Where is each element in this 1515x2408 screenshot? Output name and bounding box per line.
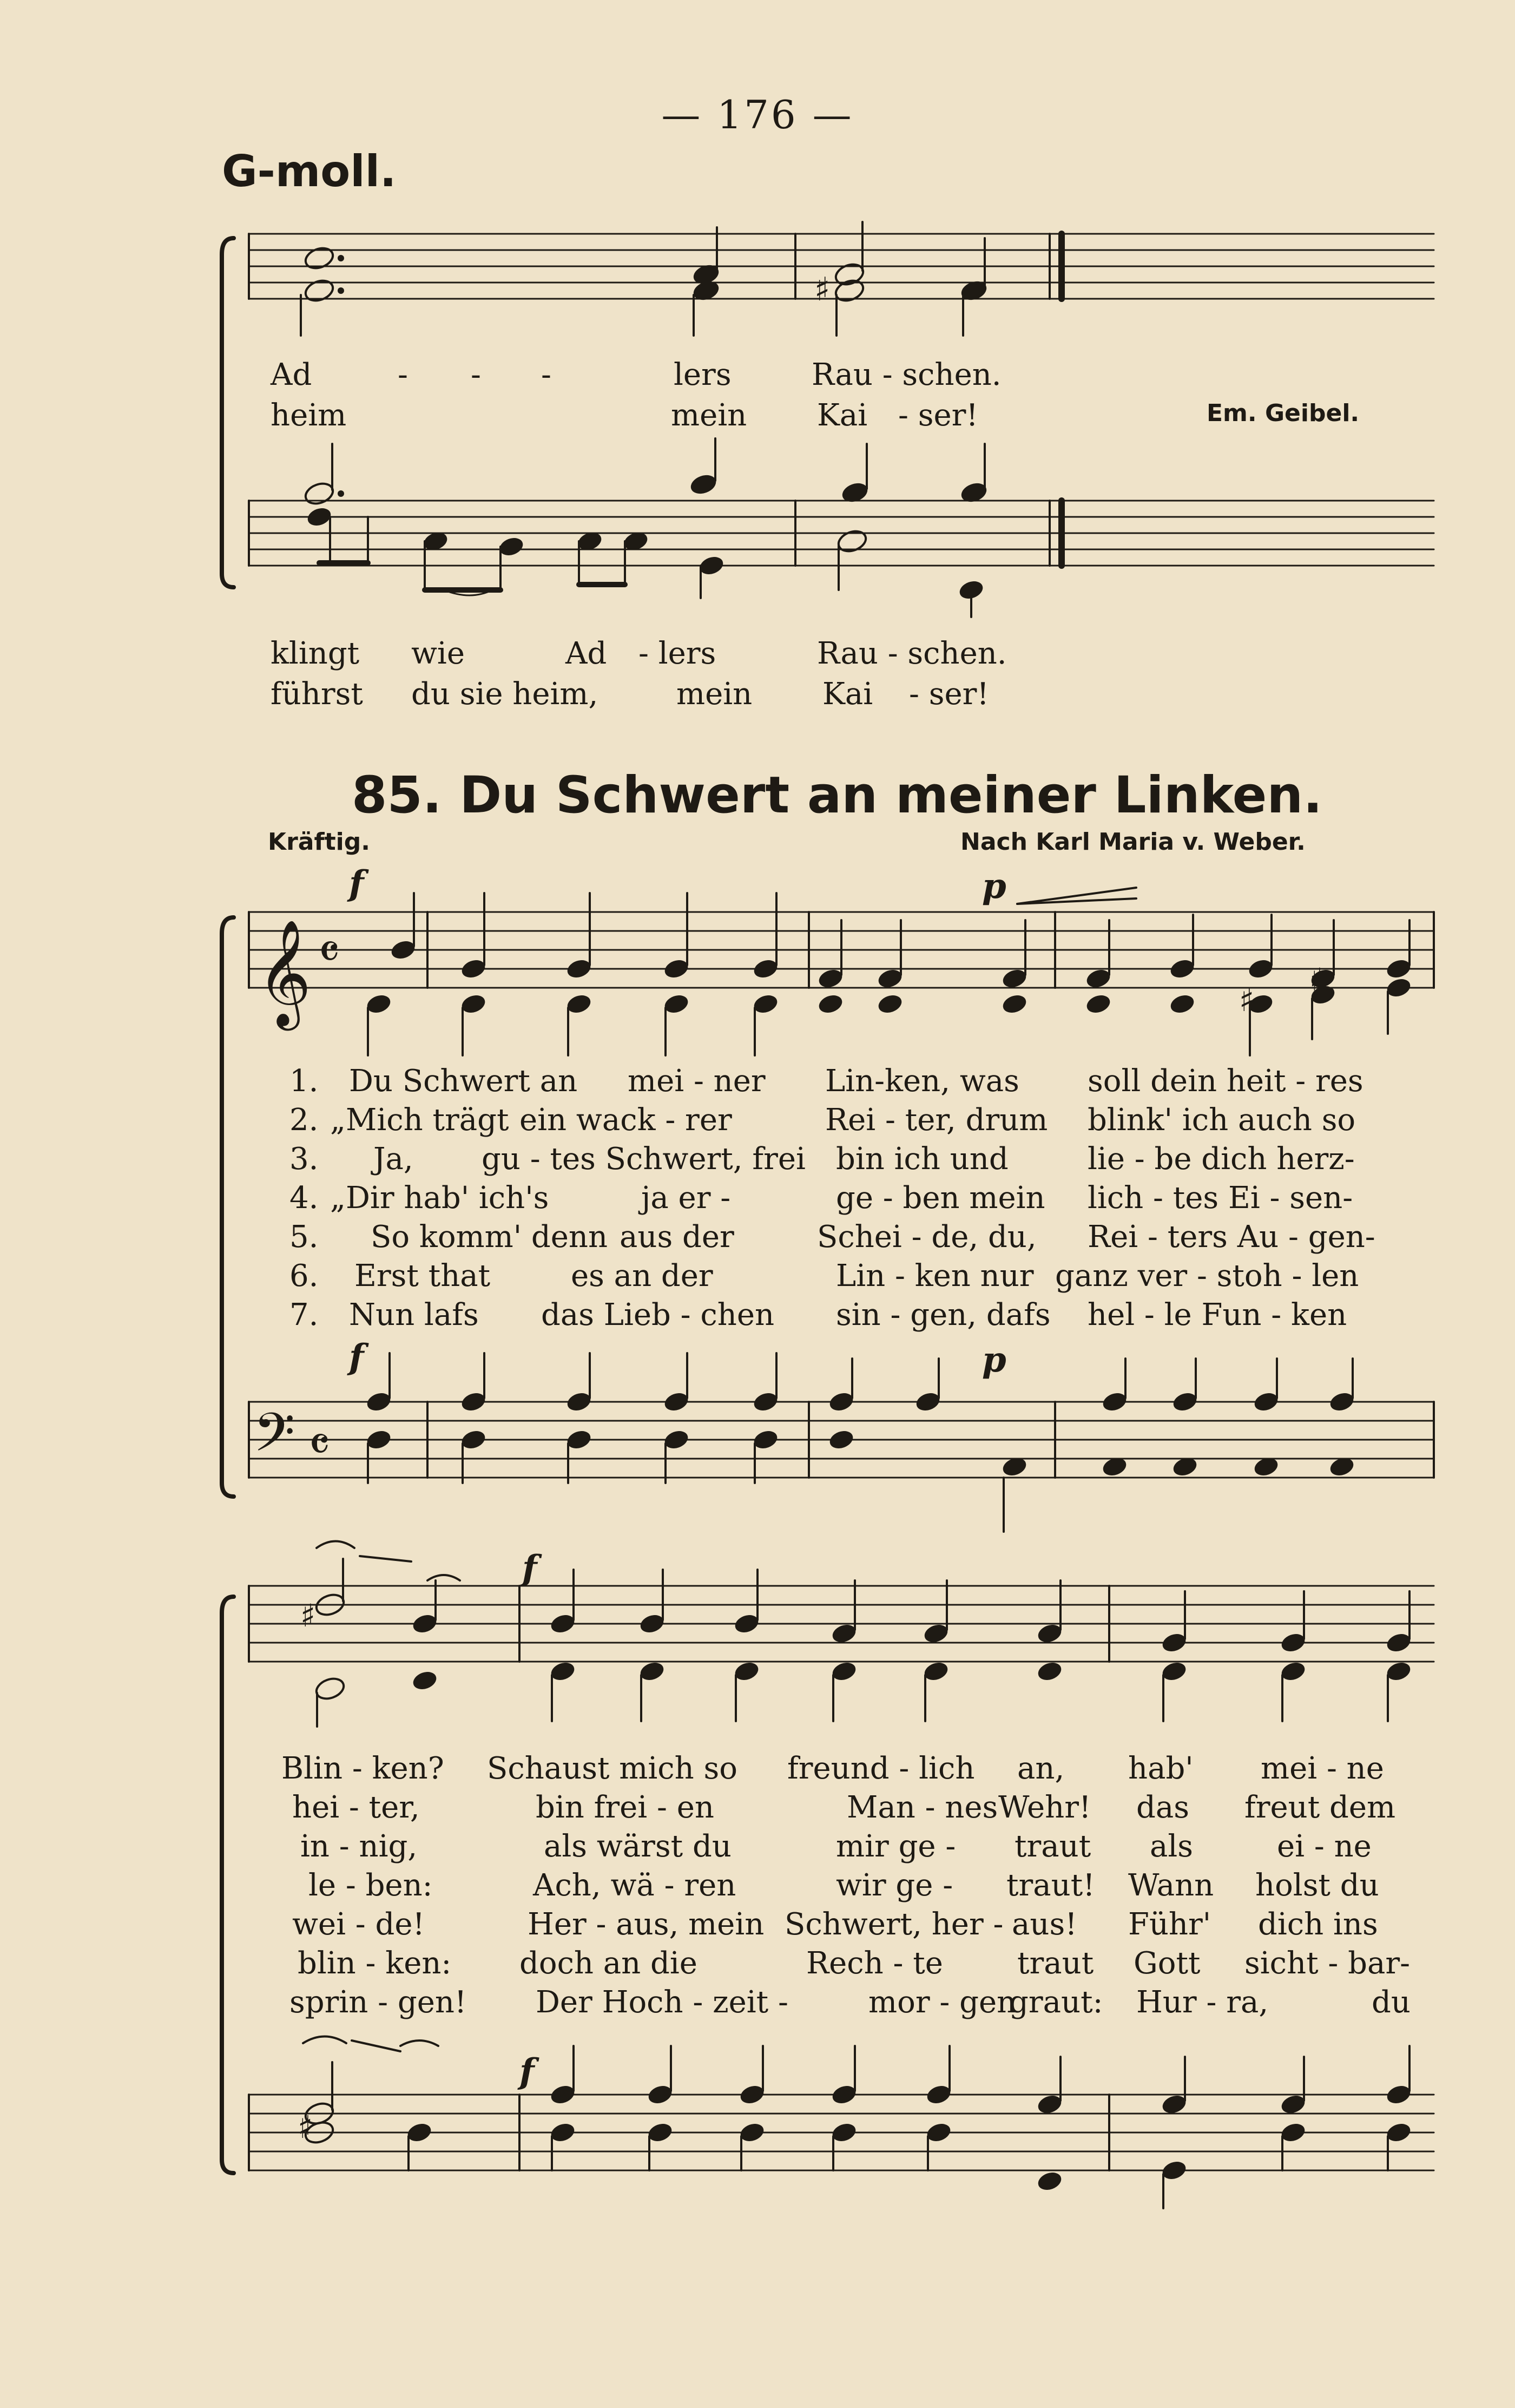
verse2-5-part-5: Führ' — [1128, 1907, 1211, 1942]
verse-3-part-2: gu - tes Schwert, frei — [482, 1141, 806, 1177]
verse-5-num: 5. — [289, 1219, 319, 1255]
verse-3-part-4: lie - be dich herz- — [1088, 1141, 1355, 1177]
verse-1-part-1: Du Schwert an — [349, 1064, 578, 1099]
verse2-6-part-4: traut — [1017, 1946, 1094, 1981]
svg-text:♯: ♯ — [300, 1597, 316, 1634]
verse-1-part-4: soll dein heit - res — [1088, 1064, 1364, 1099]
verse2-5-part-6: dich ins — [1258, 1907, 1378, 1942]
verse2-2-part-3: Man - nes — [847, 1790, 998, 1825]
verse-7-part-2: das Lieb - chen — [541, 1297, 775, 1333]
verse-1-part-2: mei - ner — [628, 1064, 766, 1099]
verse2-7-part-6: du — [1372, 1985, 1411, 2020]
lyric-1a-5: lers — [674, 357, 732, 392]
verse-2-part-2: ein wack - rer — [519, 1103, 732, 1138]
lyric-1c-3: Ad — [565, 636, 607, 671]
lyric-1c-2: wie — [411, 636, 465, 671]
verse2-1-part-2: Schaust mich so — [487, 1751, 737, 1786]
verse-3-part-1: Ja, — [373, 1141, 413, 1177]
verse2-7-part-5: Hur - ra, — [1136, 1985, 1269, 2020]
verse2-5-part-1: wei - de! — [292, 1907, 425, 1942]
verse-3-num: 3. — [289, 1141, 319, 1177]
lyric-1d-3: mein — [676, 677, 753, 712]
lyric-1c-1: klingt — [271, 636, 360, 671]
verse2-4-part-3: wir ge - — [836, 1868, 953, 1903]
lyric-1b-4: - ser! — [898, 398, 978, 433]
verse2-6-part-5: Gott — [1134, 1946, 1201, 1981]
dynamic-forte: f — [349, 863, 364, 904]
staff-1-lower — [249, 501, 1434, 566]
verse2-4-part-1: le - ben: — [308, 1868, 433, 1903]
lyric-1c-4: - lers — [638, 636, 716, 671]
key-label: G-moll. — [222, 146, 397, 196]
page-number: — 176 — — [661, 92, 854, 137]
verse-5-part-2: aus der — [620, 1219, 734, 1255]
lyric-1d-5: - ser! — [909, 677, 989, 712]
verse2-6-part-6: sicht - bar- — [1244, 1946, 1411, 1981]
song-title: 85. Du Schwert an meiner Linken. — [352, 766, 1323, 825]
verse2-2-part-2: bin frei - en — [536, 1790, 714, 1825]
verse-4-part-4: lich - tes Ei - sen- — [1088, 1180, 1353, 1216]
verse-6-part-4: ganz ver - stoh - len — [1055, 1258, 1359, 1294]
verse2-2-part-1: hei - ter, — [292, 1790, 420, 1825]
lyric-1a-6: Rau - schen. — [812, 357, 1002, 392]
verse2-5-part-4: aus! — [1012, 1907, 1077, 1942]
verse-6-num: 6. — [289, 1258, 319, 1294]
dynamic-piano-bass: p — [982, 1340, 1006, 1380]
poet-credit: Em. Geibel. — [1207, 399, 1360, 427]
lyric-1a-3: - — [471, 357, 481, 392]
lyric-1d-2: du sie heim, — [411, 677, 598, 712]
lyric-1a-1: Ad — [271, 357, 312, 392]
verse-7-part-3: sin - gen, dafs — [836, 1297, 1051, 1333]
verse-3-part-3: bin ich und — [836, 1141, 1009, 1177]
composer-credit: Nach Karl Maria v. Weber. — [960, 828, 1306, 856]
verse2-3-part-1: in - nig, — [300, 1829, 418, 1864]
lyric-1d-1: führst — [271, 677, 363, 712]
verse2-3-part-6: ei - ne — [1277, 1829, 1372, 1864]
verse2-1-part-1: Blin - ken? — [281, 1751, 444, 1786]
verse-2-part-1: „Mich trägt — [330, 1103, 509, 1138]
lyric-1b-1: heim — [271, 398, 347, 433]
verse2-3-part-2: als wärst du — [544, 1829, 732, 1864]
verse2-3-part-5: als — [1150, 1829, 1194, 1864]
verse-4-part-3: ge - ben mein — [836, 1180, 1045, 1216]
lyric-1d-4: Kai — [822, 677, 873, 712]
dynamic-forte-bass: f — [349, 1337, 364, 1377]
verse2-4-part-6: holst du — [1255, 1868, 1379, 1903]
verse-2-num: 2. — [289, 1103, 319, 1138]
lyric-1c-5: Rau - schen. — [817, 636, 1007, 671]
verse2-3-part-3: mir ge - — [836, 1829, 956, 1864]
verse2-7-part-1: sprin - gen! — [289, 1985, 467, 2020]
lyric-1b-3: Kai — [817, 398, 868, 433]
verse-1-part-3: Lin-ken, was — [825, 1064, 1019, 1099]
tempo-marking: Kräftig. — [268, 828, 370, 856]
svg-text:𝄞: 𝄞 — [257, 919, 312, 1026]
verse2-1-part-6: mei - ne — [1261, 1751, 1384, 1786]
verse2-6-part-3: Rech - te — [806, 1946, 943, 1981]
verse-2-part-4: blink' ich auch so — [1088, 1103, 1356, 1138]
verse-5-part-1: So komm' denn — [371, 1219, 608, 1255]
svg-text:♯: ♯ — [1239, 982, 1255, 1019]
verse-4-part-2: ja er - — [641, 1180, 731, 1216]
dynamic-forte-s3: f — [522, 1548, 537, 1589]
lyric-1b-2: mein — [671, 398, 747, 433]
verse2-5-part-3: Schwert, her - — [785, 1907, 1004, 1942]
verse2-7-part-2: Der Hoch - zeit - — [536, 1985, 788, 2020]
verse2-2-part-4: Wehr! — [998, 1790, 1091, 1825]
verse2-2-part-5: das — [1136, 1790, 1189, 1825]
verse2-3-part-4: traut — [1015, 1829, 1091, 1864]
verse-7-part-4: hel - le Fun - ken — [1088, 1297, 1347, 1333]
svg-text:♯: ♯ — [814, 271, 831, 309]
lyric-1a-2: - — [398, 357, 408, 392]
verse-7-part-1: Nun lafs — [349, 1297, 479, 1333]
svg-text:𝄢: 𝄢 — [253, 1402, 295, 1477]
svg-text:𝄴: 𝄴 — [308, 1416, 331, 1473]
verse2-1-part-4: an, — [1017, 1751, 1065, 1786]
staff-1-upper — [249, 234, 1434, 299]
svg-text:♯: ♯ — [298, 2109, 313, 2145]
verse-6-part-2: es an der — [571, 1258, 713, 1294]
verse-6-part-1: Erst that — [354, 1258, 491, 1294]
verse-2-part-3: Rei - ter, drum — [825, 1103, 1048, 1138]
verse-7-num: 7. — [289, 1297, 319, 1333]
verse-1-num: 1. — [289, 1064, 319, 1099]
verse2-5-part-2: Her - aus, mein — [528, 1907, 765, 1942]
svg-text:♯: ♯ — [1309, 961, 1325, 998]
verse2-6-part-1: blin - ken: — [298, 1946, 452, 1981]
lyric-1a-4: - — [541, 357, 551, 392]
verse2-1-part-3: freund - lich — [787, 1751, 975, 1786]
verse-4-num: 4. — [289, 1180, 319, 1216]
svg-text:𝄴: 𝄴 — [318, 924, 340, 981]
verse2-4-part-5: Wann — [1128, 1868, 1214, 1903]
verse2-4-part-4: traut! — [1006, 1868, 1095, 1903]
verse2-6-part-2: doch an die — [519, 1946, 697, 1981]
verse2-4-part-2: Ach, wä - ren — [533, 1868, 736, 1903]
verse2-7-part-3: mor - gen — [868, 1985, 1017, 2020]
verse2-2-part-6: freut dem — [1244, 1790, 1396, 1825]
verse-4-part-1: „Dir hab' ich's — [330, 1180, 549, 1216]
verse-5-part-4: Rei - ters Au - gen- — [1088, 1219, 1375, 1255]
verse-5-part-3: Schei - de, du, — [817, 1219, 1037, 1255]
verse2-1-part-5: hab' — [1128, 1751, 1194, 1786]
dynamic-forte-s3b: f — [519, 2051, 535, 2092]
verse2-7-part-4: graut: — [1009, 1985, 1103, 2020]
verse-6-part-3: Lin - ken nur — [836, 1258, 1034, 1294]
dynamic-piano: p — [982, 866, 1006, 907]
